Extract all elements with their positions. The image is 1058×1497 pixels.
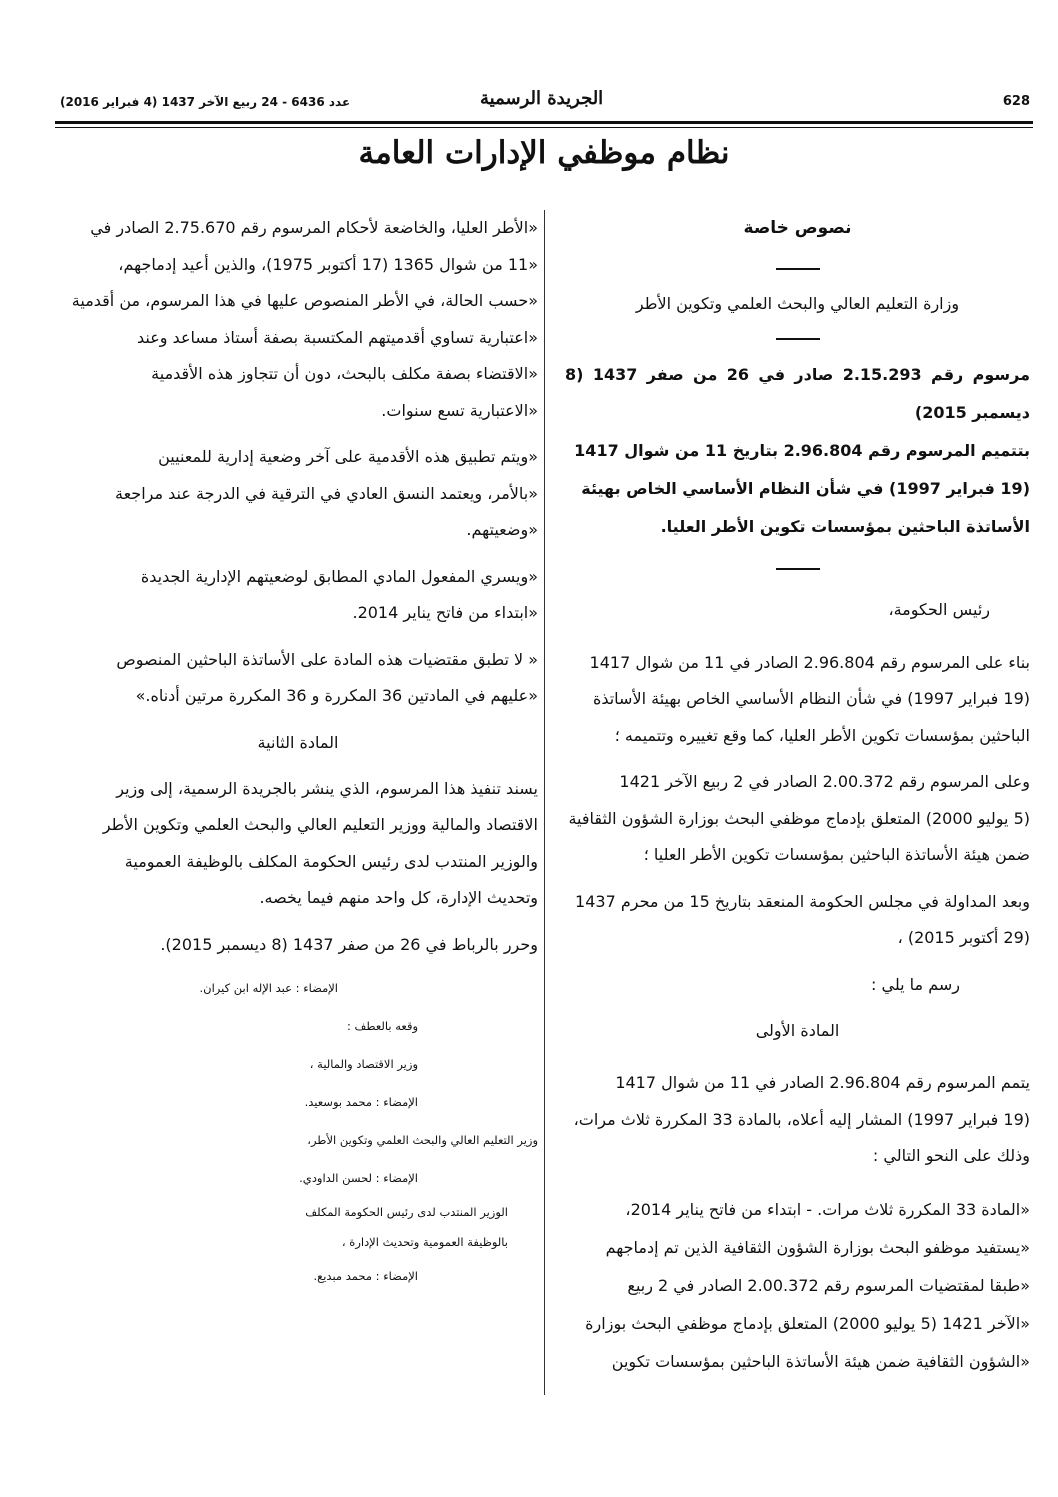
considering-paragraph-1 (565, 645, 1030, 755)
issue-info: عدد 6436 - 24 ربيع الآخر 1437 (4 فبراير 2016) (60, 95, 351, 109)
text-line: والوزير المنتدب لدى رئيس الحكومة المكلف بالوظيفة العمومية (124, 851, 538, 871)
text-line: الباحثين بمؤسسات تكوين الأطر العليا، كما وقع تغييره وتتميمه ؛ (614, 725, 1030, 745)
text-line: وبعد المداولة في مجلس الحكومة المنعقد بتاريخ 15 من محرم 1437 (575, 891, 1030, 911)
special-texts-heading: نصوص خاصة (743, 218, 852, 238)
text-line: «11 من شوال 1365 (17 أكتوبر 1975)، والذين أعيد إدماجهم، (118, 254, 538, 274)
page-header (60, 88, 1030, 118)
text-line: «الاعتبارية تسع سنوات. (381, 400, 538, 420)
text-line: «ابتداء من فاتح يناير 2014. (352, 603, 538, 622)
signature-line: بالوظيفة العمومية وتحديث الإدارة ، (341, 1235, 508, 1249)
text-line: (5 يوليو 2000) المتعلق بإدماج موظفي البحث بوزارة الشؤون الثقافية (568, 808, 1030, 828)
text-line: بناء على المرسوم رقم 2.96.804 الصادر في 11 من شوال 1417 (589, 652, 1030, 672)
addressee: رئيس الحكومة، (888, 600, 990, 619)
decree-title (565, 356, 1030, 546)
text-line: «حسب الحالة، في الأطر المنصوص عليها في هذا المرسوم، من أقدمية (71, 291, 538, 310)
text-line: (29 أكتوبر 2015) ، (897, 928, 1030, 947)
signature-line: وقعه بالعطف : (346, 1019, 418, 1033)
text-line: «الشؤون الثقافية ضمن هيئة الأساتذة الباحثين بمؤسسات تكوين (611, 1351, 1030, 1371)
column-divider (544, 210, 545, 1395)
text-line: «الآخر 1421 (5 يوليو 2000) المتعلق بإدماج موظفي البحث بوزارة (585, 1313, 1030, 1333)
text-line: «الأطر العليا، والخاضعة لأحكام المرسوم رقم 2.75.670 الصادر في (90, 218, 538, 237)
continuation-paragraph-3 (58, 559, 538, 632)
signature-line: الإمضاء : محمد مبديع. (313, 1269, 418, 1283)
signature-line: الإمضاء : لحسن الداودي. (299, 1171, 418, 1185)
text-line: وذلك على النحو التالي : (872, 1146, 1030, 1165)
continuation-paragraph-4 (58, 642, 538, 715)
decrees-line: رسم ما يلي : (871, 974, 960, 994)
deliberation-paragraph (565, 884, 1030, 957)
article-2-text (58, 771, 538, 917)
text-line: يسند تنفيذ هذا المرسوم، الذي ينشر بالجريدة الرسمية، إلى وزير (116, 778, 538, 798)
article-1-text (565, 1065, 1030, 1175)
text-line: « لا تطبق مقتضيات هذه المادة على الأساتذة الباحثين المنصوص (116, 649, 538, 669)
right-column (565, 210, 1030, 1381)
text-line: «طبقا لمقتضيات المرسوم رقم 2.00.372 الصادر في 2 ربيع (627, 1275, 1030, 1295)
text-line: «اعتبارية تساوي أقدميتهم المكتسبة بصفة أستاذ مساعد وعند (136, 327, 538, 347)
header-rule-thick (55, 121, 1033, 124)
header-rule-thin (55, 127, 1033, 128)
text-line: «ويسري المفعول المادي المطابق لوضعيتهم الإدارية الجديدة (140, 566, 538, 586)
done-at-line: وحرر بالرباط في 26 من صفر 1437 (8 ديسمبر 2015). (160, 934, 538, 954)
section-title: نظام موظفي الإدارات العامة (358, 135, 730, 171)
text-line: (19 فبراير 1997) في شأن النظام الأساسي الخاص بهيئة الأساتذة (592, 689, 1030, 708)
decree-title-line: مرسوم رقم 2.15.293 صادر في 26 من صفر 1437 (8 ديسمبر 2015) (565, 365, 1030, 422)
text-line: «يستفيد موظفو البحث بوزارة الشؤون الثقافية الذين تم إدماجهم (605, 1237, 1030, 1257)
signature-line: وزير الاقتصاد والمالية ، (309, 1057, 418, 1071)
decree-title-line: بتتميم المرسوم رقم 2.96.804 بتاريخ 11 من شوال 1417 (574, 441, 1030, 460)
left-column (58, 210, 538, 1295)
considering-paragraph-2 (565, 764, 1030, 874)
page-number: 628 (1002, 94, 1030, 109)
article-1-title: المادة الأولى (755, 1021, 840, 1040)
decree-title-line: (19 فبراير 1997) في شأن النظام الأساسي الخاص بهيئة (581, 479, 1030, 498)
article-33-text (565, 1191, 1030, 1381)
continuation-paragraph-1 (58, 210, 538, 429)
signatures-block (58, 969, 538, 1295)
text-line: «المادة 33 المكررة ثلاث مرات. - ابتداء من فاتح يناير 2014، (625, 1199, 1030, 1219)
text-line: الاقتصاد والمالية ووزير التعليم العالي والبحث العلمي وتكوين الأطر (102, 815, 538, 834)
article-2-title: المادة الثانية (257, 732, 339, 752)
text-line: وعلى المرسوم رقم 2.00.372 الصادر في 2 ربيع الآخر 1421 (619, 772, 1030, 791)
text-line: (19 فبراير 1997) المشار إليه أعلاه، بالمادة 33 المكررة ثلاث مرات، (573, 1109, 1030, 1129)
text-line: «وضعيتهم. (466, 520, 538, 539)
signature-line: الوزير المنتدب لدى رئيس الحكومة المكلف (305, 1205, 508, 1219)
gazette-title: الجريدة الرسمية (480, 88, 604, 109)
text-line: «الاقتضاء بصفة مكلف بالبحث، دون أن تتجاوز هذه الأقدمية (151, 364, 538, 383)
text-line: «بالأمر، ويعتمد النسق العادي في الترقية في الدرجة عند مراجعة (115, 483, 538, 503)
text-line: وتحديث الإدارة، كل واحد منهم فيما يخصه. (259, 888, 538, 907)
text-line: «ويتم تطبيق هذه الأقدمية على آخر وضعية إدارية للمعنيين (158, 447, 538, 466)
text-line: «عليهم في المادتين 36 المكررة و 36 المكررة مرتين أدناه.» (135, 686, 538, 705)
text-line: يتمم المرسوم رقم 2.96.804 الصادر في 11 من شوال 1417 (615, 1073, 1030, 1092)
text-line: ضمن هيئة الأساتذة الباحثين بمؤسسات تكوين الأطر العليا ؛ (643, 845, 1030, 864)
signature-line: الإمضاء : عبد الإله ابن كيران. (199, 981, 338, 995)
ministry-name: وزارة التعليم العالي والبحث العلمي وتكوين الأطر (635, 294, 960, 313)
signature-line: وزير التعليم العالي والبحث العلمي وتكوين الأطر، (307, 1133, 538, 1147)
signature-line: الإمضاء : محمد بوسعيد. (304, 1095, 418, 1109)
decree-title-line: الأساتذة الباحثين بمؤسسات تكوين الأطر العليا. (660, 517, 1030, 536)
continuation-paragraph-2 (58, 439, 538, 549)
